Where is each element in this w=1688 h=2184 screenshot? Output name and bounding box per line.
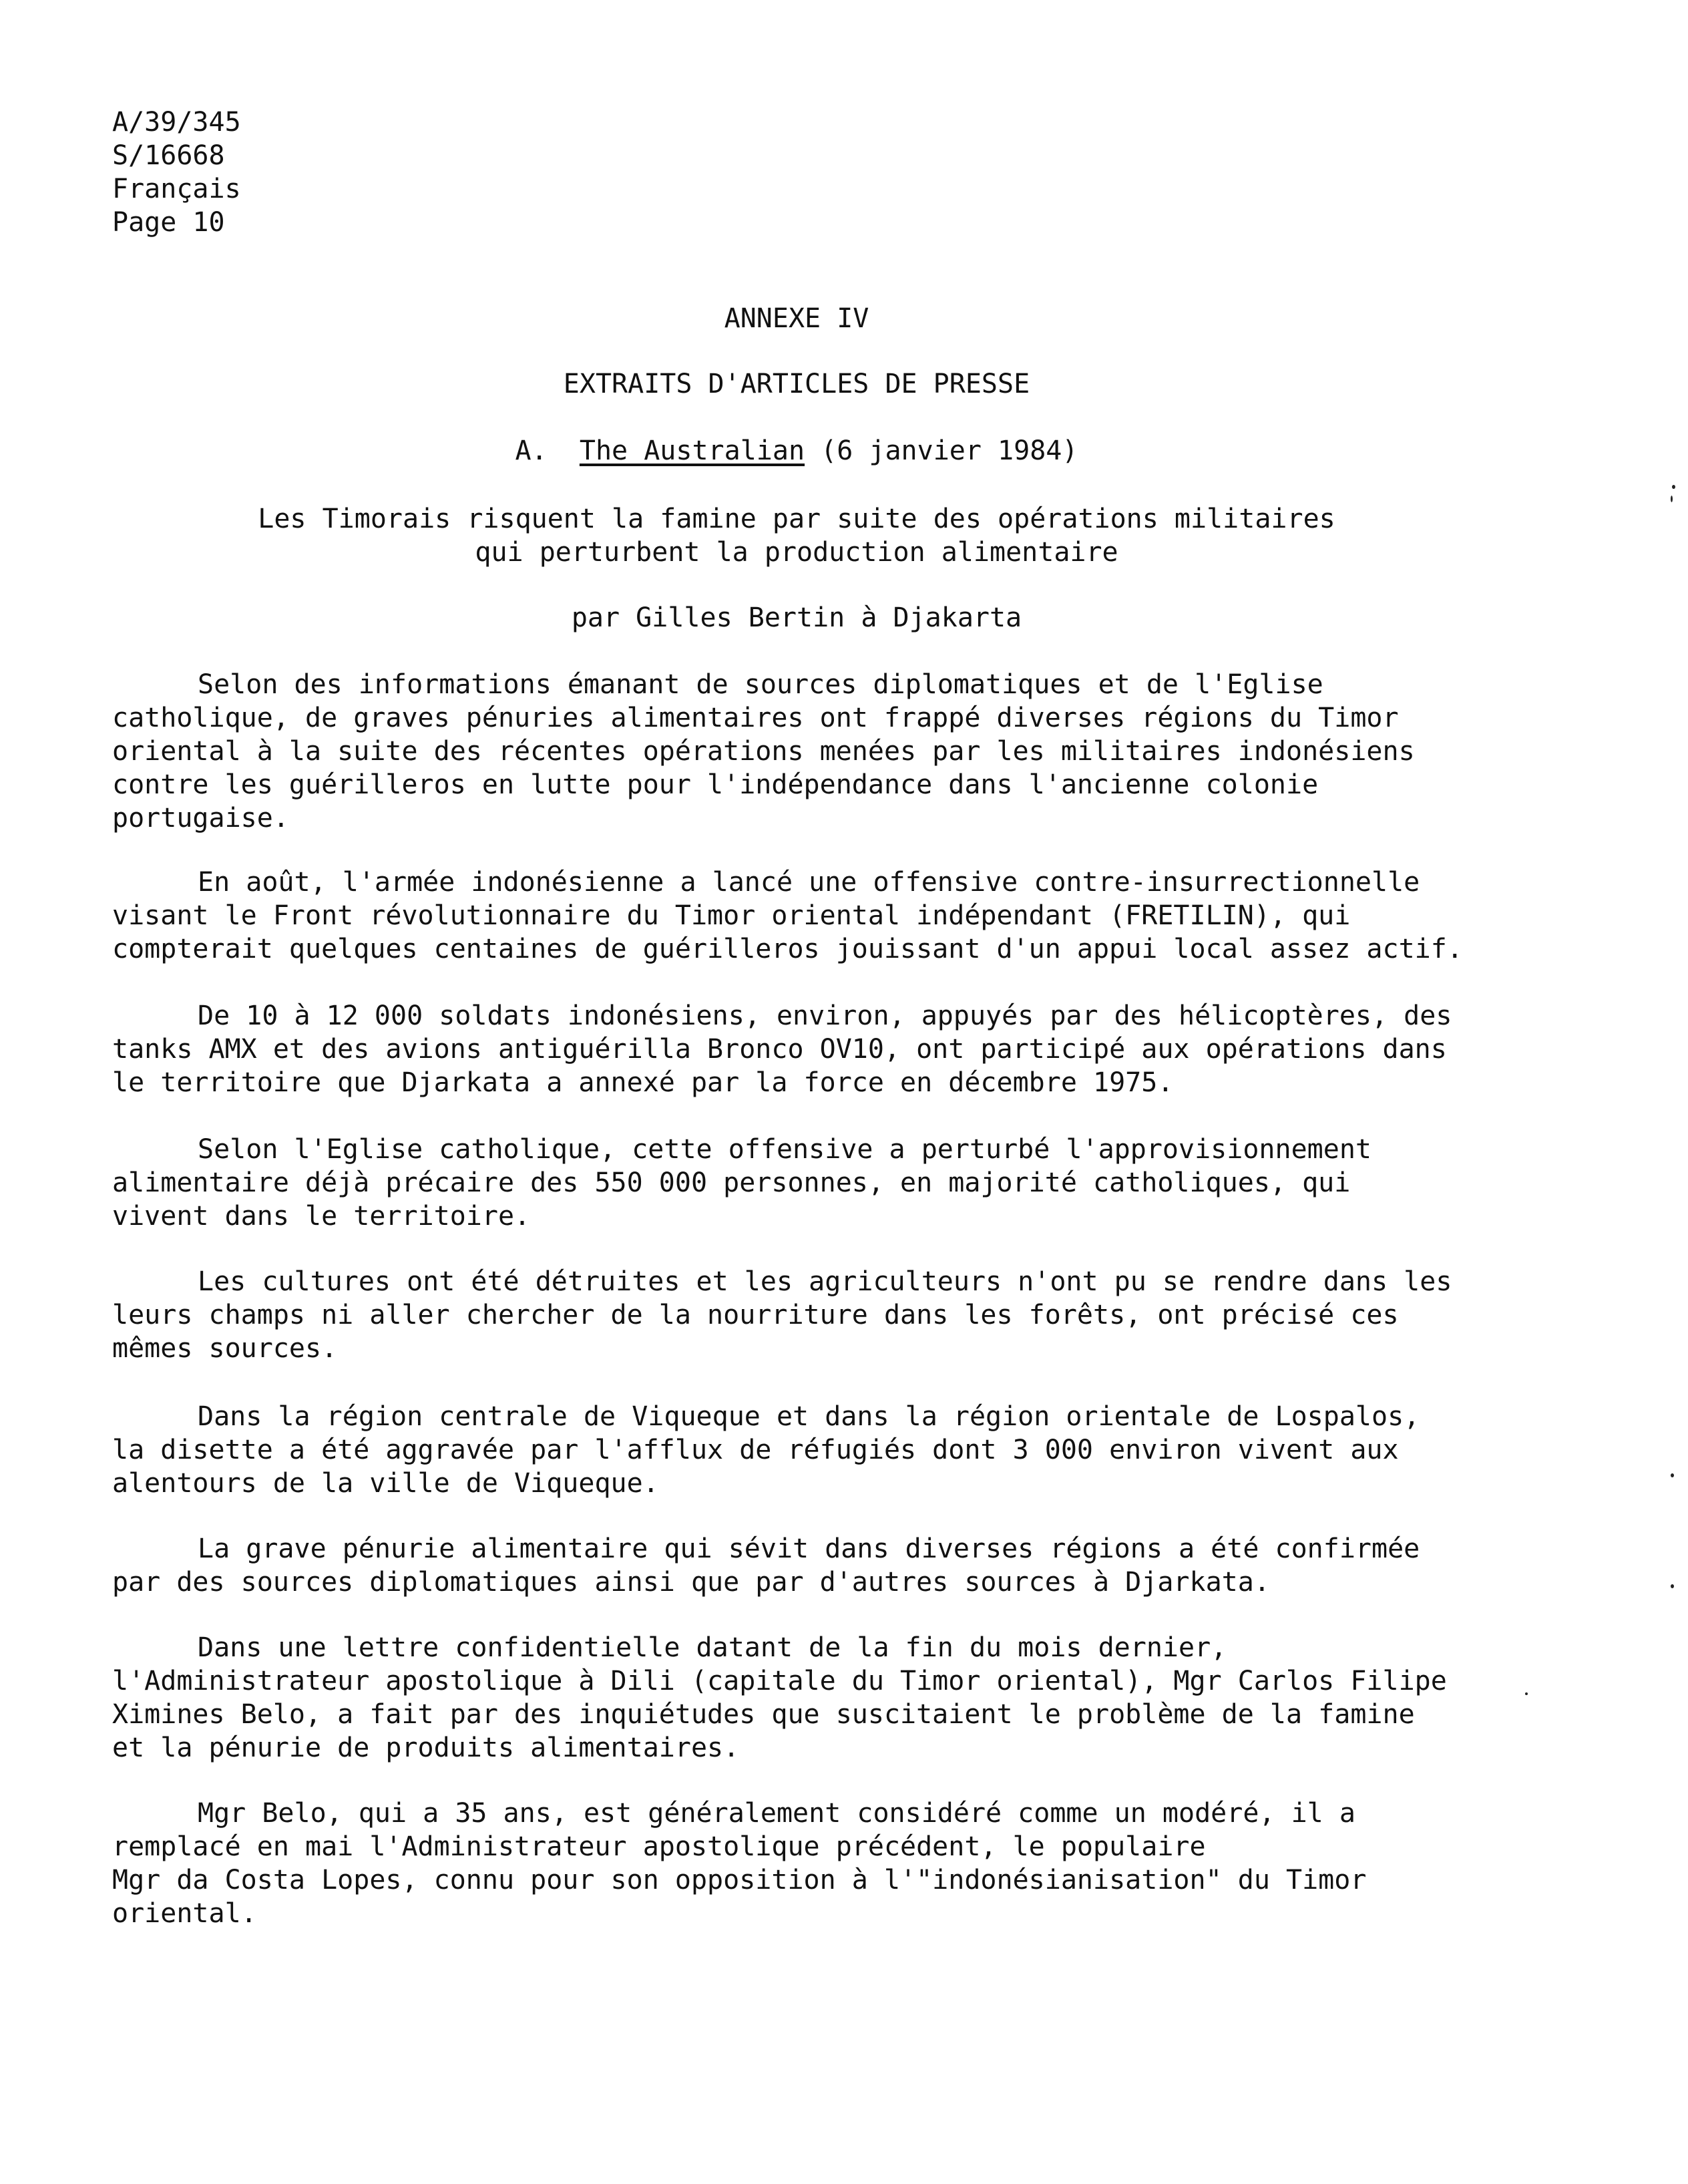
- paragraph-line: compterait quelques centaines de guérilleros jouissant d'un appui local assez actif.: [112, 934, 1463, 964]
- paragraph-4: [112, 1133, 1514, 1233]
- scan-speck: [1672, 485, 1675, 489]
- paragraph-line: La grave pénurie alimentaire qui sévit dans diverses régions a été confirmée: [198, 1533, 1420, 1564]
- paragraph-line: Les cultures ont été détruites et les agriculteurs n'ont pu se rendre dans les: [198, 1266, 1452, 1297]
- paragraph-line: mêmes sources.: [112, 1333, 338, 1364]
- paragraph-line: De 10 à 12 000 soldats indonésiens, environ, appuyés par des hélicoptères, des: [198, 1000, 1452, 1031]
- paragraph-1: [112, 668, 1514, 835]
- document-symbol-a: A/39/345: [112, 107, 241, 138]
- annex-title: ANNEXE IV: [724, 303, 869, 334]
- paragraph-line: alentours de la ville de Viqueque.: [112, 1468, 659, 1499]
- paragraph-line: tanks AMX et des avions antiguérilla Bronco OV10, ont participé aux opérations dans: [112, 1034, 1447, 1065]
- scan-speck: [1671, 1584, 1674, 1588]
- paragraph-8: [112, 1631, 1514, 1765]
- document-symbol-s: S/16668: [112, 140, 225, 171]
- paragraph-line: l'Administrateur apostolique à Dili (capitale du Timor oriental), Mgr Carlos Filipe: [112, 1666, 1447, 1696]
- paragraph-line: Mgr Belo, qui a 35 ans, est généralement considéré comme un modéré, il a: [198, 1798, 1355, 1829]
- paragraph-line: Selon l'Eglise catholique, cette offensive a perturbé l'approvisionnement: [198, 1134, 1372, 1165]
- paragraph-line: catholique, de graves pénuries alimentaires ont frappé diverses régions du Timor: [112, 703, 1399, 733]
- paragraph-line: Dans une lettre confidentielle datant de la fin du mois dernier,: [198, 1632, 1227, 1663]
- paragraph-line: oriental.: [112, 1898, 257, 1929]
- paragraph-line: par des sources diplomatiques ainsi que par d'autres sources à Djarkata.: [112, 1567, 1270, 1598]
- paragraph-line: leurs champs ni aller chercher de la nourriture dans les forêts, ont précisé ces: [112, 1300, 1399, 1330]
- paragraph-7: [112, 1532, 1514, 1599]
- paragraph-line: contre les guérilleros en lutte pour l'indépendance dans l'ancienne colonie: [112, 769, 1319, 800]
- paragraph-line: vivent dans le territoire.: [112, 1201, 531, 1232]
- paragraph-line: la disette a été aggravée par l'afflux de réfugiés dont 3 000 environ vivent aux: [112, 1435, 1399, 1465]
- article-date: (6 janvier 1984): [821, 435, 1078, 466]
- scan-speck: [1525, 1692, 1528, 1695]
- article-headline-line-1: Les Timorais risquent la famine par suite des opérations militaires: [258, 504, 1335, 534]
- document-language: Français: [112, 174, 241, 204]
- paragraph-line: Selon des informations émanant de sources diplomatiques et de l'Eglise: [198, 669, 1323, 700]
- paragraph-line: le territoire que Djarkata a annexé par la force en décembre 1975.: [112, 1067, 1174, 1098]
- paragraph-2: [112, 866, 1514, 966]
- section-heading: [112, 434, 1481, 468]
- paragraph-line: et la pénurie de produits alimentaires.: [112, 1733, 740, 1763]
- scan-speck: [1671, 496, 1673, 502]
- newspaper-name: The Australian: [579, 435, 805, 466]
- article-byline: par Gilles Bertin à Djakarta: [571, 602, 1022, 633]
- section-letter: A.: [515, 435, 548, 466]
- paragraph-line: remplacé en mai l'Administrateur apostolique précédent, le populaire: [112, 1831, 1206, 1862]
- annex-subtitle: EXTRAITS D'ARTICLES DE PRESSE: [563, 369, 1030, 399]
- page-number: Page 10: [112, 207, 225, 238]
- scan-speck: [1671, 1473, 1674, 1477]
- paragraph-3: [112, 999, 1514, 1099]
- paragraph-line: Dans la région centrale de Viqueque et dans la région orientale de Lospalos,: [198, 1401, 1420, 1432]
- article-headline-line-2: qui perturbent la production alimentaire: [475, 537, 1118, 568]
- paragraph-line: Mgr da Costa Lopes, connu pour son opposition à l'"indonésianisation" du Timor: [112, 1865, 1367, 1895]
- document-header: [112, 106, 241, 239]
- paragraph-line: oriental à la suite des récentes opérations menées par les militaires indonésiens: [112, 736, 1415, 767]
- paragraph-5: [112, 1265, 1514, 1365]
- paragraph-line: portugaise.: [112, 803, 289, 834]
- paragraph-6: [112, 1400, 1514, 1500]
- paragraph-line: En août, l'armée indonésienne a lancé une offensive contre-insurrectionnelle: [198, 867, 1420, 898]
- paragraph-line: Ximines Belo, a fait par des inquiétudes que suscitaient le problème de la famine: [112, 1699, 1415, 1730]
- paragraph-line: alimentaire déjà précaire des 550 000 personnes, en majorité catholiques, qui: [112, 1167, 1351, 1198]
- paragraph-line: visant le Front révolutionnaire du Timor oriental indépendant (FRETILIN), qui: [112, 900, 1351, 931]
- paragraph-9: [112, 1797, 1514, 1930]
